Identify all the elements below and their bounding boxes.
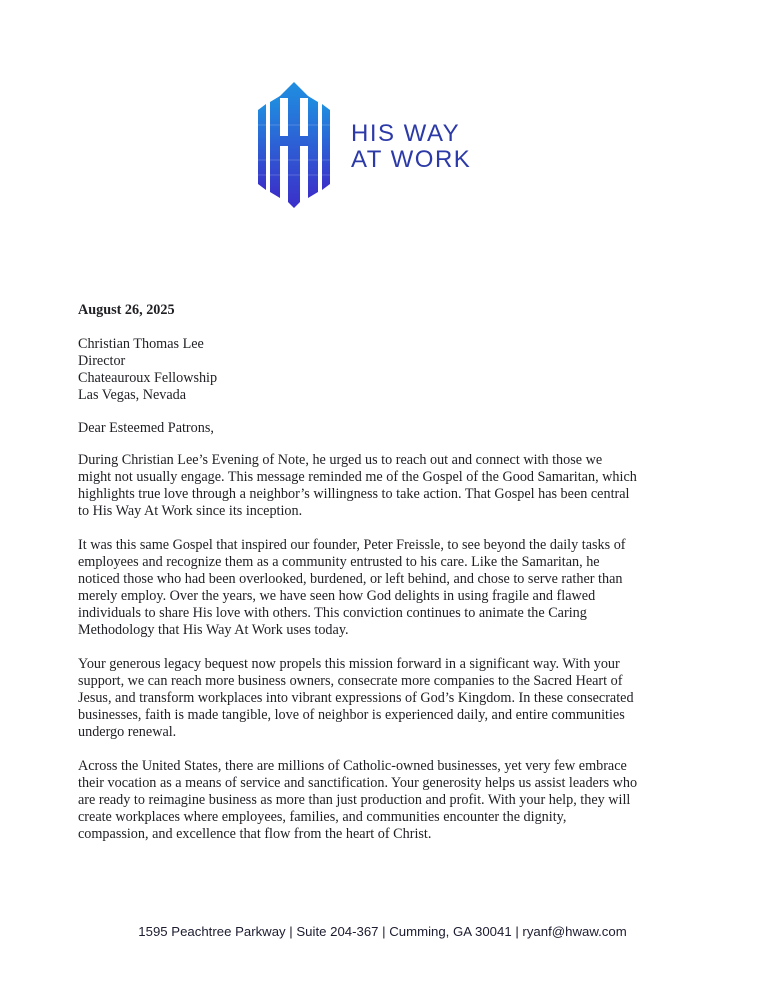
letter-date: August 26, 2025 [78, 302, 175, 318]
brand-name [351, 121, 471, 173]
recipient-organization: Chateauroux Fellowship [78, 370, 218, 386]
brand-name-line-1: HIS WAY [351, 120, 461, 147]
brand-name-line-2: AT WORK [351, 146, 472, 173]
paragraph-1: During Christian Lee’s Evening of Note, he urged us to reach out and connect with those we might not usually engage. This message reminded me of the Gospel of the Good Samaritan, which highlights true love through a neighbor’s willingness to take action. That Gospel has been central to His Way At Work since its inception. [78, 452, 637, 519]
salutation: Dear Esteemed Patrons, [78, 420, 214, 436]
recipient-title: Director [78, 353, 126, 369]
paragraph-4: Across the United States, there are millions of Catholic-owned businesses, yet very few embrace their vocation as a means of service and sanctification. Your generosity helps us assist leaders who are ready to reimagine business as more than just production and profit. With your help, they will create workplaces where employees, families, and communities encounter the dignity, compassion, and excellence that flow from the heart of Christ. [78, 758, 638, 842]
paragraph-2: It was this same Gospel that inspired our founder, Peter Freissle, to see beyond the daily tasks of employees and recognize them as a community entrusted to his care. Like the Samaritan, he noticed those who had been overlooked, burdened, or left behind, and chose to serve rather than merely employ. Over the years, we have seen how God delights in using fragile and flawed individuals to share His love with others. This conviction continues to animate the Caring Methodology that His Way At Work uses today. [78, 537, 626, 638]
recipient-address [78, 336, 638, 404]
recipient-name: Christian Thomas Lee [78, 336, 204, 352]
recipient-location: Las Vegas, Nevada [78, 387, 187, 403]
footer-contact: 1595 Peachtree Parkway | Suite 204-367 | Cumming, GA 30041 | ryanf@hwaw.com [138, 924, 627, 939]
paragraph-3: Your generous legacy bequest now propels this mission forward in a significant way. With your support, we can reach more business owners, consecrate more companies to the Sacred Heart of Jesus, and transform workplaces into vibrant expressions of God’s Kingdom. In these consecrated businesses, faith is made tangible, love of neighbor is experienced daily, and entire communities undergo renewal. [78, 656, 634, 740]
letterhead-logo [258, 80, 498, 210]
his-way-at-work-logo-mark [258, 80, 330, 210]
letter-body [78, 302, 638, 860]
